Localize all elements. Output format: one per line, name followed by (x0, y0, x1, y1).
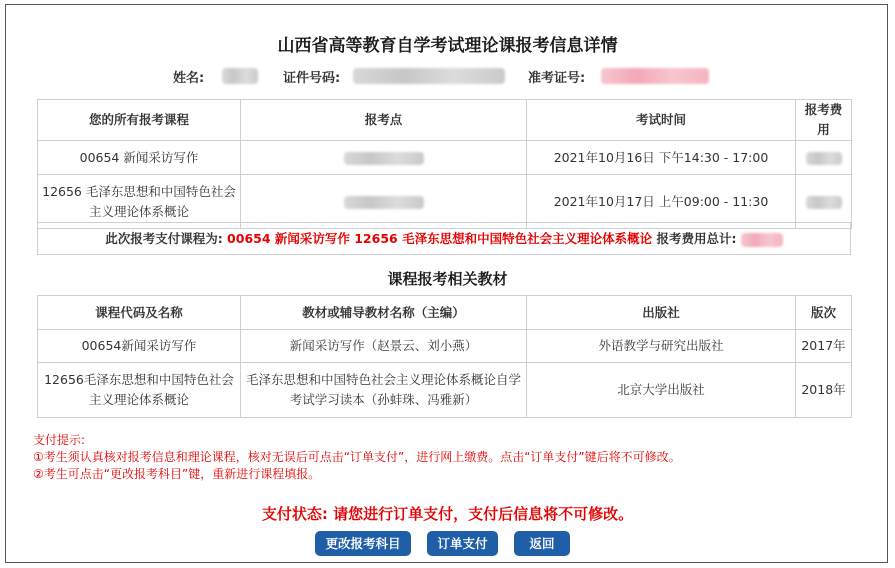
material-book-cell: 新闻采访写作（赵景云、刘小燕） (241, 330, 527, 363)
back-button[interactable]: 返回 (514, 531, 570, 556)
payment-total-label: 报考费用总计: (656, 231, 737, 246)
table-row (38, 175, 852, 229)
header-exam-time: 考试时间 (527, 100, 796, 141)
fee-cell (796, 141, 852, 175)
courses-table (37, 99, 852, 229)
table-row (38, 330, 852, 363)
exam-no-value-redacted (601, 68, 709, 84)
header-book: 教材或辅导教材名称（主编） (241, 296, 527, 330)
materials-title: 课程报考相关教材 (387, 270, 508, 288)
exam-site-cell (241, 141, 527, 175)
header-edition: 版次 (796, 296, 852, 330)
header-courses: 您的所有报考课程 (38, 100, 241, 141)
header-course-code: 课程代码及名称 (38, 296, 241, 330)
materials-table (37, 295, 852, 418)
material-course-cell: 00654新闻采访写作 (38, 330, 241, 363)
material-publisher-cell: 北京大学出版社 (527, 363, 796, 418)
materials-header-row (38, 296, 852, 330)
tips-line-1: ①考生须认真核对报考信息和理论课程，核对无误后可点击“订单支付”，进行网上缴费。点击“订单支付”键后将不可修改。 (33, 450, 681, 464)
name-label: 姓名: (173, 71, 205, 86)
id-value-redacted (353, 68, 505, 84)
payment-status: 支付状态: 请您进行订单支付，支付后信息将不可修改。 (261, 505, 634, 523)
exam-site-redacted (344, 152, 424, 165)
material-course-cell: 12656毛泽东思想和中国特色社会主义理论体系概论 (38, 363, 241, 418)
course-cell: 12656 毛泽东思想和中国特色社会主义理论体系概论 (38, 175, 241, 229)
payment-tips (33, 432, 681, 483)
material-publisher-cell: 外语教学与研究出版社 (527, 330, 796, 363)
material-edition-cell: 2017年 (796, 330, 852, 363)
exam-site-cell (241, 175, 527, 229)
change-courses-button[interactable]: 更改报考科目 (315, 531, 411, 556)
id-label: 证件号码: (283, 71, 341, 86)
exam-time-cell: 2021年10月16日 下午14:30 - 17:00 (527, 141, 796, 175)
exam-site-redacted (344, 196, 424, 209)
fee-redacted (806, 196, 842, 209)
material-book-cell: 毛泽东思想和中国特色社会主义理论体系概论自学考试学习读本（孙蚌珠、冯雅新） (241, 363, 527, 418)
tips-line-2: ②考生可点击“更改报考科目”键，重新进行课程填报。 (33, 467, 321, 481)
exam-time-cell: 2021年10月17日 上午09:00 - 11:30 (527, 175, 796, 229)
courses-header-row (38, 100, 852, 141)
table-row (38, 141, 852, 175)
exam-no-label: 准考证号: (528, 71, 586, 86)
fee-redacted (806, 152, 842, 165)
header-publisher: 出版社 (527, 296, 796, 330)
payment-courses: 00654 新闻采访写作 12656 毛泽东思想和中国特色社会主义理论体系概论 (227, 231, 653, 246)
header-exam-site: 报考点 (241, 100, 527, 141)
pay-order-button[interactable]: 订单支付 (427, 531, 498, 556)
payment-summary (37, 222, 851, 255)
material-edition-cell: 2018年 (796, 363, 852, 418)
course-cell: 00654 新闻采访写作 (38, 141, 241, 175)
tips-heading: 支付提示: (33, 433, 86, 447)
table-row (38, 363, 852, 418)
page-title: 山西省高等教育自学考试理论课报考信息详情 (277, 36, 618, 56)
fee-cell (796, 175, 852, 229)
header-fee: 报考费用 (796, 100, 852, 141)
name-value-redacted (222, 68, 258, 84)
payment-total-redacted (741, 233, 783, 247)
payment-summary-label: 此次报考支付课程为: (105, 231, 223, 246)
